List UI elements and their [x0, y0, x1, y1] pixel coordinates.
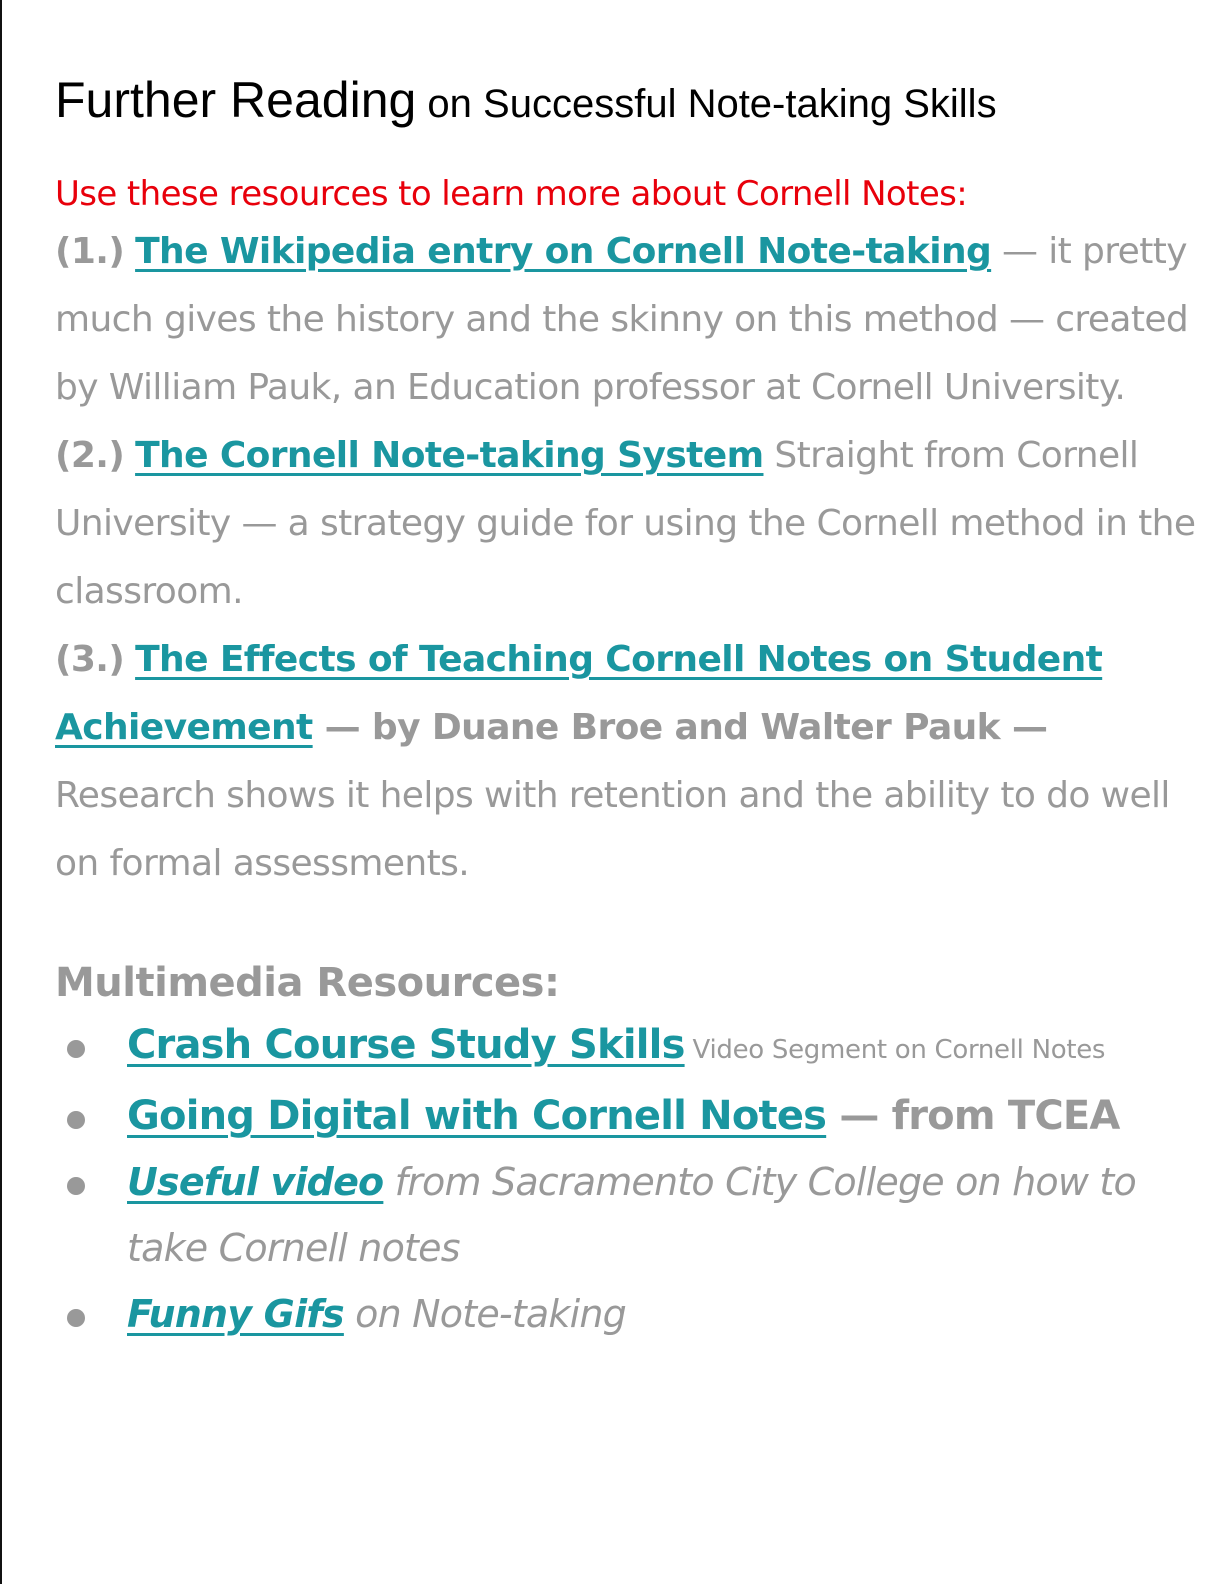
- useful-video-link[interactable]: Useful video: [127, 1160, 384, 1204]
- page-left-border: [0, 0, 2, 1584]
- page-title: [55, 70, 1205, 130]
- reading-description: — it pretty much gives the history and the skinny on this method — created by William Pauk, an Education professor at Cornell University.: [55, 231, 1189, 408]
- item-note: on Note-taking: [343, 1292, 626, 1336]
- list-item: [55, 1012, 1205, 1083]
- reading-item-1: [55, 218, 1205, 422]
- item-note: from Sacramento City College on how to take Cornell notes: [127, 1160, 1136, 1270]
- going-digital-link[interactable]: Going Digital with Cornell Notes: [127, 1093, 827, 1139]
- reading-item-3: [55, 626, 1205, 898]
- title-sub: on Successful Note-taking Skills: [416, 82, 997, 126]
- reading-authors: — by Duane Broe and Walter Pauk —: [312, 707, 1048, 748]
- list-item: [55, 1281, 1205, 1347]
- list-item: [55, 1149, 1205, 1281]
- reading-description: Research shows it helps with retention and the ability to do well on formal assessments.: [55, 775, 1170, 884]
- bullet-icon: [67, 1309, 85, 1327]
- bullet-icon: [67, 1040, 85, 1058]
- reading-item-2: [55, 422, 1205, 626]
- title-main: Further Reading: [55, 72, 417, 128]
- wikipedia-cornell-link[interactable]: The Wikipedia entry on Cornell Note-taking: [135, 231, 992, 272]
- crash-course-link[interactable]: Crash Course Study Skills: [127, 1022, 685, 1068]
- funny-gifs-link[interactable]: Funny Gifs: [127, 1292, 344, 1336]
- reading-number: (1.): [55, 231, 125, 272]
- item-note: — from TCEA: [826, 1093, 1120, 1139]
- reading-number: (3.): [55, 639, 125, 680]
- reading-description: Straight from Cornell University — a strategy guide for using the Cornell method in the classroom.: [55, 435, 1196, 612]
- multimedia-heading: Multimedia Resources:: [55, 960, 560, 1006]
- list-item: [55, 1083, 1205, 1149]
- multimedia-list: [55, 1012, 1205, 1347]
- item-note: Video Segment on Cornell Notes: [684, 1035, 1106, 1065]
- effects-study-link[interactable]: The Effects of Teaching Cornell Notes on Student Achievement: [55, 639, 1103, 748]
- intro-text: Use these resources to learn more about Cornell Notes:: [55, 174, 968, 214]
- reading-list: [55, 218, 1205, 898]
- cornell-system-link[interactable]: The Cornell Note-taking System: [135, 435, 764, 476]
- reading-number: (2.): [55, 435, 125, 476]
- bullet-icon: [67, 1177, 85, 1195]
- document-page: [55, 70, 1205, 1347]
- bullet-icon: [67, 1111, 85, 1129]
